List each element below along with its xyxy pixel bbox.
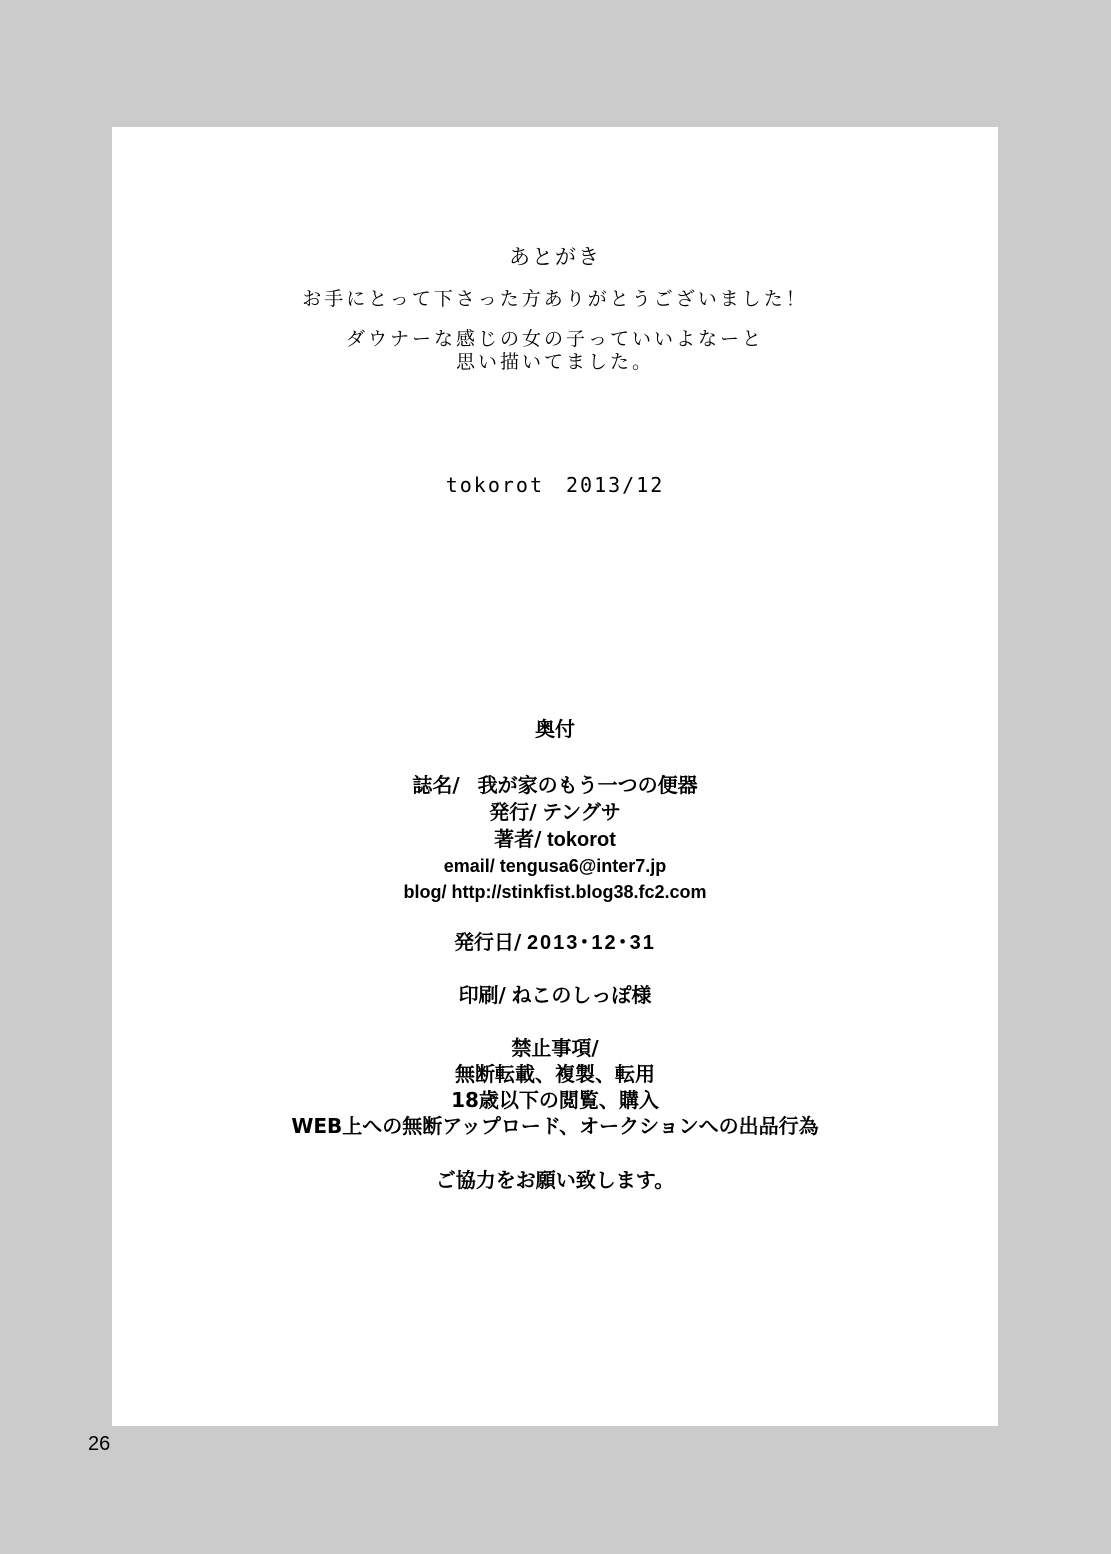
colophon-email: email/ tengusa6@inter7.jp xyxy=(443,856,667,876)
author-label: 著者/ xyxy=(494,827,542,851)
colophon-title-text: 奥付 xyxy=(535,717,575,741)
author-value: tokorot xyxy=(546,829,616,851)
afterword-message-line2: 思い描いてました。 xyxy=(455,351,654,373)
prohibited-item-text: 無断転載、複製、転用 xyxy=(455,1062,655,1086)
page-number: 26 xyxy=(88,1433,111,1455)
colophon-blog: blog/ http://stinkfist.blog38.fc2.com xyxy=(403,882,707,902)
colophon-printer-row xyxy=(112,985,998,1006)
prohibited-item-text: WEB上への無断アップロード、オークションへの出品行為 xyxy=(291,1114,819,1138)
afterword-message-line1: ダウナーな感じの女の子っていいよなーと xyxy=(345,328,764,350)
colophon-title xyxy=(112,719,998,740)
title-value: 我が家のもう一つの便器 xyxy=(477,773,698,797)
printer-value: ねこのしっぽ様 xyxy=(511,983,652,1007)
printer-label: 印刷/ xyxy=(458,983,506,1007)
closing-note xyxy=(112,1170,998,1191)
prohibited-item xyxy=(112,1090,998,1111)
document-page xyxy=(112,127,998,1426)
afterword-thanks: お手にとって下さった方ありがとうございました！ xyxy=(302,288,808,310)
closing-note-text: ご協力をお願い致します。 xyxy=(435,1168,675,1192)
colophon-publisher-row xyxy=(112,802,998,823)
prohibited-title xyxy=(112,1038,998,1059)
afterword-title: あとがき xyxy=(509,245,601,269)
prohibited-title-text: 禁止事項/ xyxy=(511,1036,599,1060)
colophon-title-row xyxy=(112,775,998,796)
prohibited-item-text: 18歳以下の閲覧、購入 xyxy=(451,1088,659,1112)
publisher-label: 発行/ xyxy=(489,800,537,824)
publisher-value: テングサ xyxy=(542,800,621,824)
title-label: 誌名/ xyxy=(412,773,460,797)
colophon-author-row xyxy=(112,829,998,850)
prohibited-item xyxy=(112,1064,998,1085)
prohibited-item xyxy=(112,1116,998,1137)
date-value: 2013･12･31 xyxy=(526,932,656,954)
date-label: 発行日/ xyxy=(454,930,522,954)
afterword-signature: tokorot 2013/12 xyxy=(445,473,665,497)
colophon-date-row xyxy=(112,932,998,953)
